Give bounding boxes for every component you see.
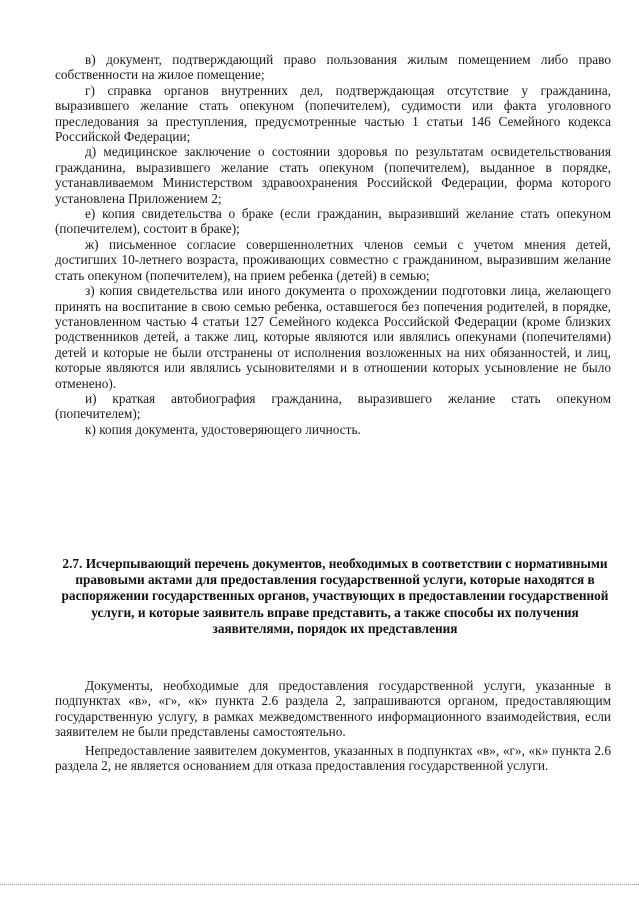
list-item-k: к) копия документа, удостоверяющего личность. <box>85 421 361 437</box>
section-body <box>55 678 611 773</box>
footer-divider <box>0 884 639 886</box>
section-paragraph: Документы, необходимые для предоставления государственной услуги, указанные в подпунктах «в», «г», «к» пункта 2.6 раздела 2, запрашиваются органом, предоставляющим государственную услугу, в рамках межведомственного информационного взаимодействия, если заявителем не были представлены самостоятельно. <box>55 678 611 740</box>
section-paragraph: Непредоставление заявителем документов, указанных в подпунктах «в», «г», «к» пункта 2.6 раздела 2, не является основанием для отказа предоставления государственной услуги. <box>55 742 611 774</box>
section-heading: 2.7. Исчерпывающий перечень документов, необходимых в соответствии с нормативными правовыми актами для предоставления государственной услуги, которые находятся в распоряжении государственных органов, участвующих в предоставлении государственной услуги, и которые заявитель вправе представить, а также способы их получения заявителями, порядок их представления <box>61 556 609 636</box>
list-item-z: з) копия свидетельства или иного документа о прохождении подготовки лица, желающего принять на воспитание в свою семью ребенка, оставшегося без попечения родителей, в порядке, установленном частью 4 статьи 127 Семейного кодекса Российской Федерации (кроме близких родственников детей, а также лиц, которые являются или являлись опекунами (попечителями) детей и которые не были отстранены от исполнения возложенных на них обязанностей, и лиц, которые являются или являлись усыновителями и в отношении которых усыновление не было отменено). <box>55 283 611 391</box>
list-item-zh: ж) письменное согласие совершеннолетних членов семьи с учетом мнения детей, достигших 10-летнего возраста, проживающих совместно с гражданином, выразившим желание стать опекуном (попечителем), на прием ребенка (детей) в семью; <box>55 236 611 283</box>
list-item-i: и) краткая автобиография гражданина, выразившего желание стать опекуном (попечителем); <box>55 390 611 422</box>
list-item-e: е) копия свидетельства о браке (если гражданин, выразивший желание стать опекуном (попечителем), состоит в браке); <box>55 206 611 237</box>
document-list <box>55 52 611 437</box>
list-item-g: г) справка органов внутренних дел, подтверждающая отсутствие у гражданина, выразившего желание стать опекуном (попечителем), судимости или факта уголовного преследования за преступления, предусмотренные частью 1 статьи 146 Семейного кодекса Российской Федерации; <box>55 82 611 145</box>
list-item-v: в) документ, подтверждающий право пользования жилым помещением либо право собственности на жилое помещение; <box>55 52 611 83</box>
list-item-d: д) медицинское заключение о состоянии здоровья по результатам освидетельствования гражданина, выразившего желание стать опекуном (попечителем), выданное в порядке, устанавливаемом Министерством здравоохранения Российской Федерации, форма которого установлена Приложением 2; <box>55 144 611 206</box>
